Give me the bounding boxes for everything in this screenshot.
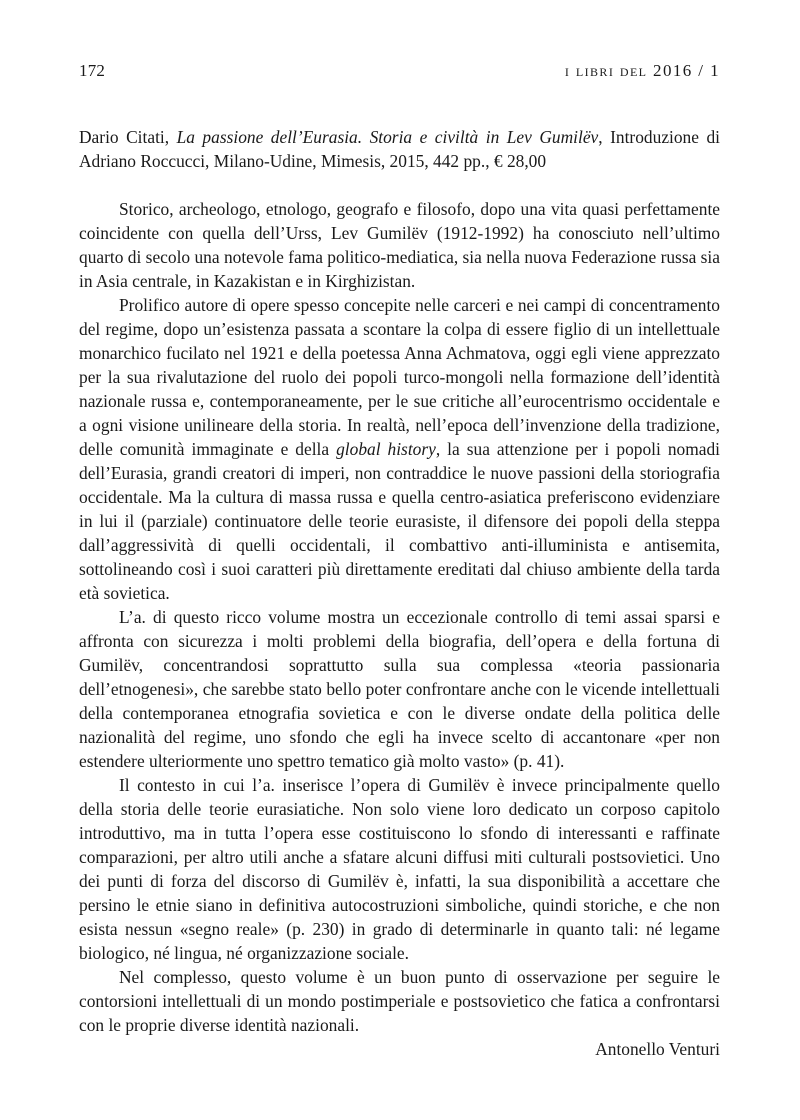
book-citation xyxy=(79,125,720,173)
paragraph-5: Nel complesso, questo volume è un buon punto di osservazione per seguire le contorsioni intellettuali di un mondo postimperiale e postsovietico che fatica a confrontarsi con le proprie diverse identità nazionali. xyxy=(79,967,720,1035)
reviewer-signature: Antonello Venturi xyxy=(595,1039,720,1059)
review-body xyxy=(79,197,720,1037)
paragraph-2-italic: global history xyxy=(336,439,436,459)
paragraph-4: Il contesto in cui l’a. inserisce l’opera di Gumilëv è invece principalmente quello della storia delle teorie eurasiatiche. Non solo viene loro dedicato un corposo capitolo introduttivo, ma in tutta l’opera esse costituiscono lo sfondo di interessanti e raffinate comparazioni, per altro utili anche a sfatare alcuni diffusi miti culturali postsovietici. Uno dei punti di forza del discorso di Gumilëv è, infatti, la sua disponibilità a accettare che persino le etnie siano in definitiva autocostruzioni simboliche, quindi storiche, e che non esista nessun «segno reale» (p. 230) in grado di determinarle in quanto tali: né legame biologico, né lingua, né organizzazione sociale. xyxy=(79,775,720,963)
citation-title: La passione dell’Eurasia. Storia e civiltà in Lev Gumilëv xyxy=(176,127,599,147)
running-head xyxy=(79,60,720,82)
paragraph-3: L’a. di questo ricco volume mostra un eccezionale controllo di temi assai sparsi e affronta con sicurezza i molti problemi della biografia, dell’opera e della fortuna di Gumilëv, concentrandosi soprattutto sulla sua complessa «teoria passionaria dell’etnogenesi», che sarebbe stato bello poter confrontare anche con le vicende intellettuali della contemporanea etnografia sovietica e con le diverse ondate della politica delle nazionalità del regime, uno sfondo che egli ha invece scelto di accantonare «per non estendere ulteriormente uno spettro tematico già molto vasto» (p. 41). xyxy=(79,607,720,771)
paragraph-1: Storico, archeologo, etnologo, geografo e filosofo, dopo una vita quasi perfettamente coincidente con quella dell’Urss, Lev Gumilëv (1912-1992) ha conosciuto nell’ultimo quarto di secolo una notevole fama politico-mediatica, sia nella nuova Federazione russa sia in Asia centrale, in Kazakistan e in Kirghizistan. xyxy=(79,199,720,291)
journal-issue: i libri del 2016 / 1 xyxy=(564,61,720,80)
paragraph-2-text-a: Prolifico autore di opere spesso concepite nelle carceri e nei campi di concentramento del regime, dopo un’esistenza passata a scontare la colpa di essere figlio di un intellettuale monarchico fucilato nel 1921 e della poetessa Anna Achmatova, oggi egli viene apprezzato per la sua rivalutazione del ruolo dei popoli turco-mongoli nella formazione dell’identità nazionale russa e, contemporaneamente, per le sue critiche all’eurocentrismo occidentale e a ogni visione unilineare della storia. In realtà, nell’epoca dell’invenzione della tradizione, delle comunità immaginate e della xyxy=(79,295,720,459)
paragraph-2 xyxy=(79,293,720,605)
paragraph-2-text-b: , la sua attenzione per i popoli nomadi dell’Eurasia, grandi creatori di imperi, non contraddice le nuove passioni della storiografia occidentale. Ma la cultura di massa russa e quella centro-asiatica preferiscono evidenziare in lui il (parziale) continuatore delle teorie eurasiste, il difensore dei popoli della steppa dall’aggressività di quelli occidentali, il combattivo anti-illuminista e antisemita, sottolineando così i suoi caratteri più direttamente ereditati dal chiuso ambiente della tarda età sovietica. xyxy=(79,439,720,603)
page xyxy=(79,60,720,1061)
citation-author: Dario Citati, xyxy=(79,127,170,147)
page-number: 172 xyxy=(79,61,106,80)
citation-details: , Introduzione di Adriano Roccucci, Milano-Udine, Mimesis, 2015, 442 pp., € 28,00 xyxy=(79,127,720,171)
